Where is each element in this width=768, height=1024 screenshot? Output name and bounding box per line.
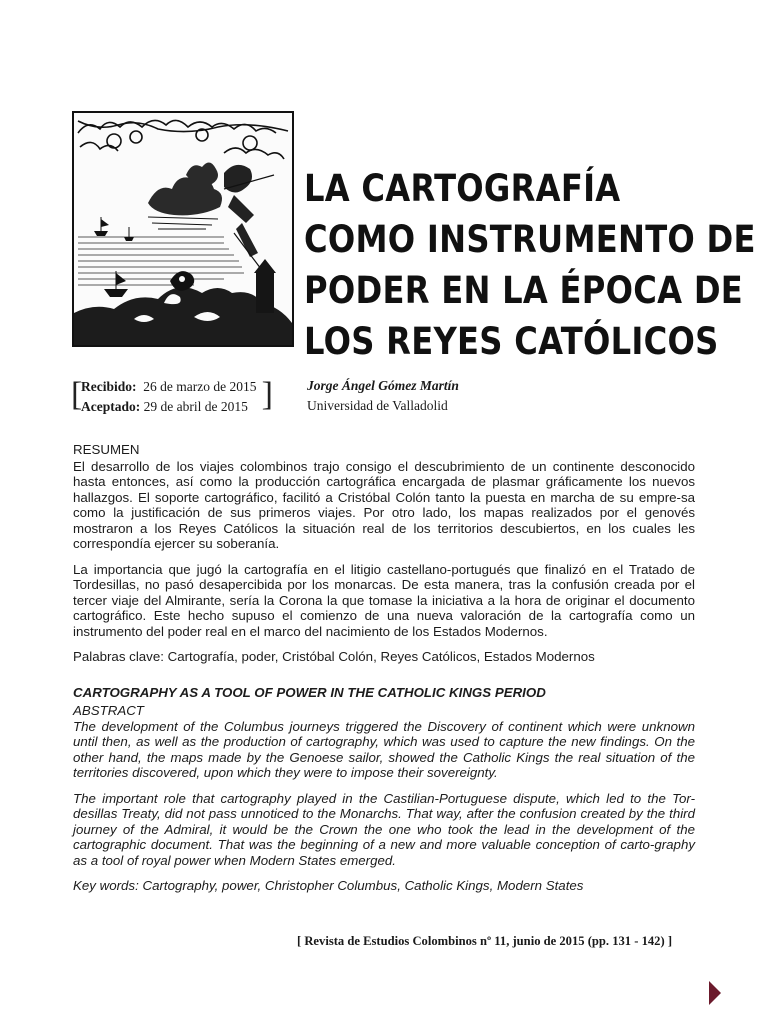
article-title [304,163,756,367]
abstract-paragraph-2: The important role that cartography played in the Castilian-Portuguese dispute, which led to the Tor-desillas Treaty, did not pass unnoticed to the Monarchs. That way, after the confusion created by the third journey of the Admiral, it would be the Crown the one who took the lead in the development of the cartographic document. That was the beginning of a new and more valuable conception of carto-graphy as a tool of royal power when Modern States emerged. [73,790,695,868]
abstract-keywords: Key words: Cartography, power, Christopher Columbus, Catholic Kings, Modern States [73,878,584,893]
author-block [307,376,459,416]
left-bracket: [ [71,376,83,413]
accepted-label: Aceptado: [81,399,141,414]
right-bracket: ] [261,376,273,413]
submission-dates [71,376,273,415]
received-label: Recibido: [81,379,137,394]
english-title: CARTOGRAPHY AS A TOOL OF POWER IN THE CATHOLIC KINGS PERIOD [73,684,546,700]
article-body [73,442,695,904]
accepted-row [81,397,248,417]
abstract-paragraph-1: The development of the Columbus journeys triggered the Discovery of continent which were unknown until then, as well as the production of cartography, which was used to capture the new findings. On the other hand, the maps made by the Genoese sailor, showed the Catholic Kings the real situation of the territories discovered, upon which they were to impose their sovereignty. [73,718,695,780]
title-line: LA CARTOGRAFÍA [304,167,621,210]
title-line: PODER EN LA ÉPOCA DE [304,269,744,312]
resumen-keywords: Palabras clave: Cartografía, poder, Cristóbal Colón, Reyes Católicos, Estados Modernos [73,649,595,664]
received-date: 26 de marzo de 2015 [143,379,257,394]
resumen-paragraph-2: La importancia que jugó la cartografía en el litigio castellano-portugués que finalizó en el Tratado de Tordesillas, no pasó desapercibida por los monarcas. De esta manera, tras la confusión creada por el tercer viaje del Almirante, sería la Corona la que tomase la iniciativa a la hora de originar el documento cartográfico. Este hecho supuso el comienzo de una nueva valoración de la cartografía como un instrumento del poder real en el marco del nacimiento de los Estados Modernos. [73,561,695,639]
abstract-heading: ABSTRACT [73,703,144,718]
next-page-arrow-icon[interactable] [709,981,721,1005]
author-name: Jorge Ángel Gómez Martín [307,378,459,393]
received-row [81,377,256,397]
accepted-date: 29 de abril de 2015 [143,399,248,414]
woodcut-drawing [74,113,292,345]
title-line: LOS REYES CATÓLICOS [304,320,719,363]
author-affiliation: Universidad de Valladolid [307,398,448,413]
woodcut-illustration [72,111,294,347]
journal-citation: [ Revista de Estudios Colombinos nº 11, junio de 2015 (pp. 131 - 142) ] [297,934,673,948]
resumen-paragraph-1: El desarrollo de los viajes colombinos trajo consigo el descubrimiento de un continente desconocido hasta entonces, así como la producción cartográfica encargada de plasmar gráficamente los nuevos hallazgos. El soporte cartográfico, facilitó a Cristóbal Colón tanto la puesta en marcha de su empre-sa como la justificación de sus primeros viajes. Por otro lado, los mapas realizados por el genovés mostraron a los Reyes Católicos la situación real de los territorios descubiertos, en los cuales les correspondía ejercer su soberanía. [73,458,695,551]
title-line: COMO INSTRUMENTO DE [304,218,756,261]
resumen-heading: RESUMEN [73,442,140,457]
